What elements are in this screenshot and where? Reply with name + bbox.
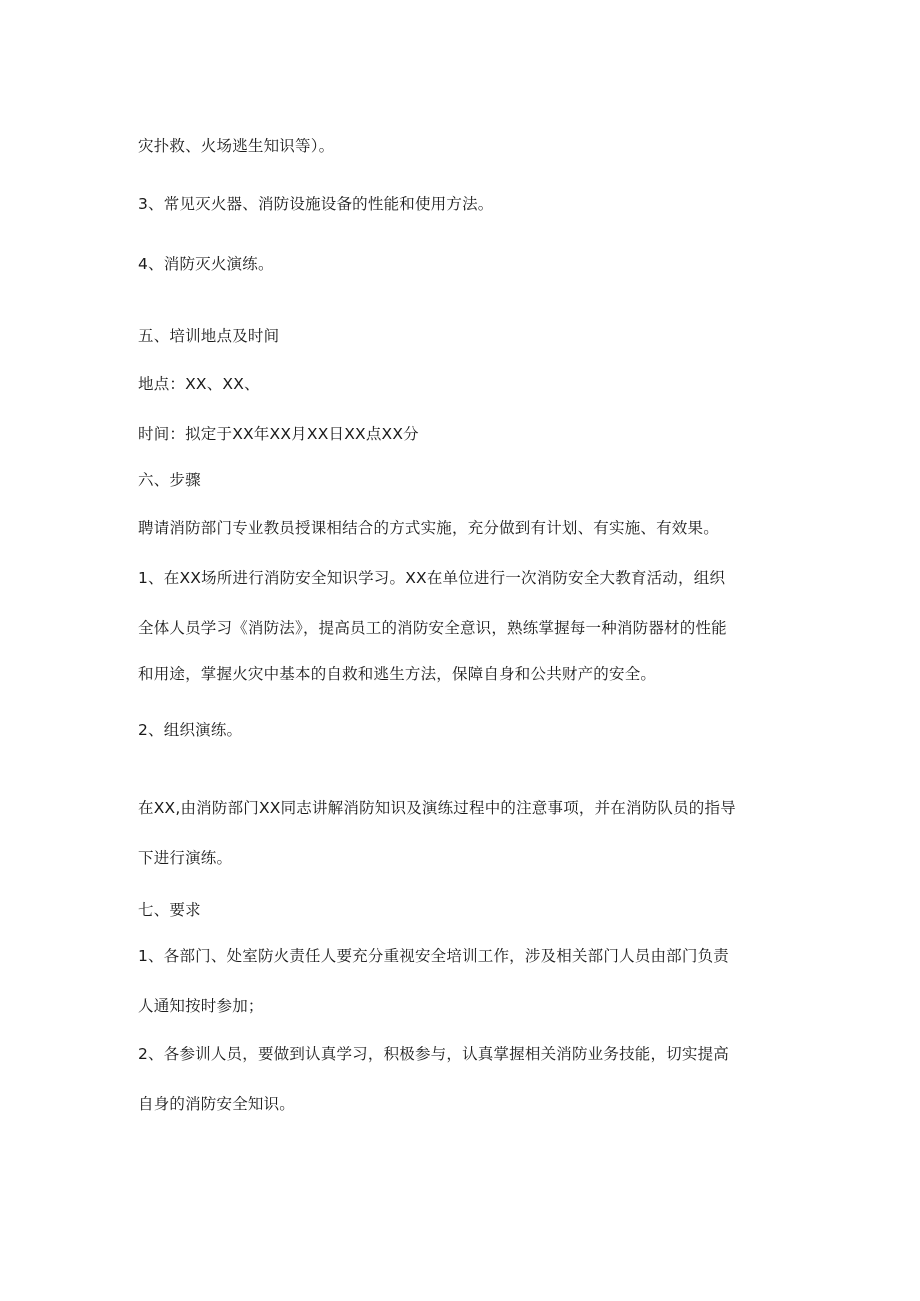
text-line: 人通知按时参加； bbox=[138, 997, 264, 1015]
list-item: 2、组织演练。 bbox=[138, 721, 243, 739]
text-line: 自身的消防安全知识。 bbox=[138, 1095, 296, 1113]
text-line: 和用途，掌握火灾中基本的自救和逃生方法，保障自身和公共财产的安全。 bbox=[138, 665, 657, 683]
list-item: 2、各参训人员，要做到认真学习，积极参与，认真掌握相关消防业务技能，切实提高 bbox=[138, 1045, 729, 1063]
text-line: 在XX,由消防部门XX同志讲解消防知识及演练过程中的注意事项，并在消防队员的指导 bbox=[138, 799, 736, 817]
section-heading: 五、培训地点及时间 bbox=[138, 327, 280, 345]
text-line: 聘请消防部门专业教员授课相结合的方式实施，充分做到有计划、有实施、有效果。 bbox=[138, 519, 719, 537]
section-heading: 六、步骤 bbox=[138, 471, 201, 489]
list-item: 1、在XX场所进行消防安全知识学习。XX在单位进行一次消防安全大教育活动，组织 bbox=[138, 569, 726, 587]
text-line: 时间：拟定于XX年XX月XX日XX点XX分 bbox=[138, 425, 419, 443]
text-line: 全体人员学习《消防法》，提高员工的消防安全意识，熟练掌握每一种消防器材的性能 bbox=[138, 619, 727, 637]
text-line: 下进行演练。 bbox=[138, 849, 233, 867]
text-line: 地点：XX、XX、 bbox=[138, 375, 260, 393]
section-heading: 七、要求 bbox=[138, 901, 201, 919]
list-item: 4、消防灭火演练。 bbox=[138, 255, 274, 273]
list-item: 3、常见灭火器、消防设施设备的性能和使用方法。 bbox=[138, 195, 494, 213]
list-item: 1、各部门、处室防火责任人要充分重视安全培训工作，涉及相关部门人员由部门负责 bbox=[138, 947, 729, 965]
text-line: 灾扑救、火场逃生知识等）。 bbox=[138, 137, 335, 155]
